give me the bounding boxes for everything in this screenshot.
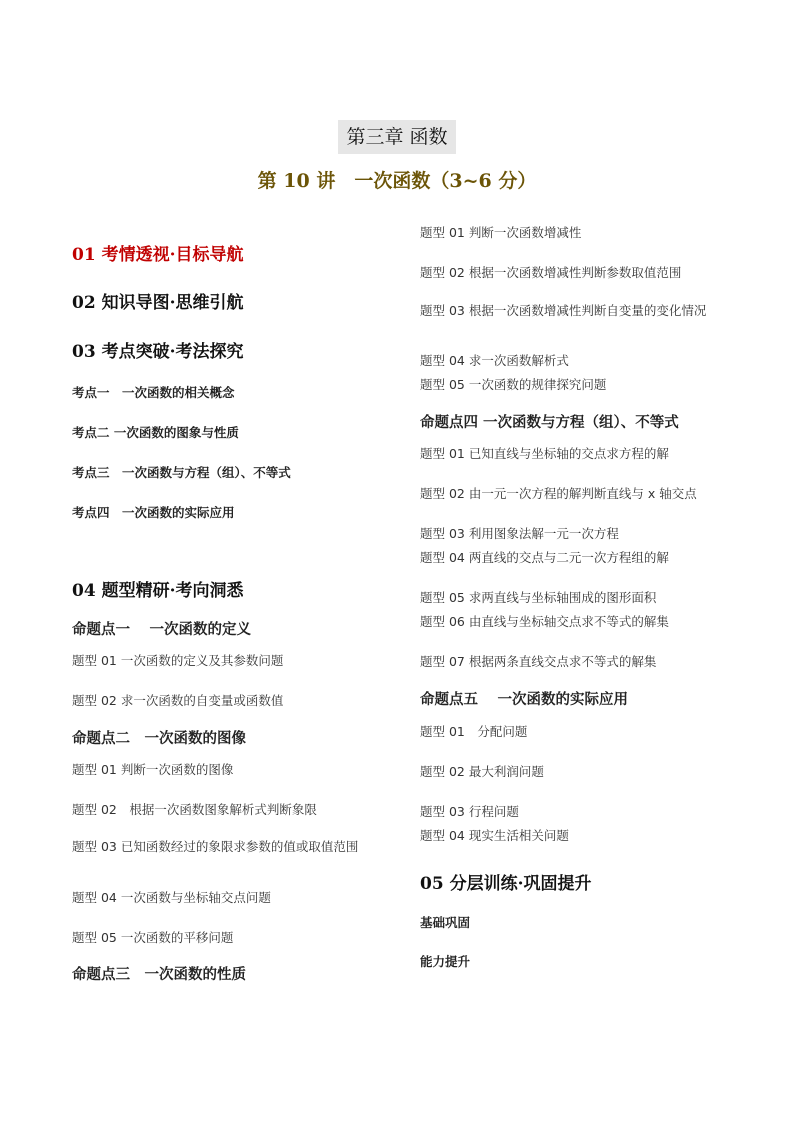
- toc-tixing[interactable]: 题型 02 求一次函数的自变量或函数值: [72, 693, 284, 708]
- toc-mingti-5[interactable]: 命题点五 一次函数的实际应用: [420, 691, 629, 708]
- toc-kaodian-1[interactable]: 考点一 一次函数的相关概念: [72, 385, 235, 400]
- toc-tixing[interactable]: 题型 01 已知直线与坐标轴的交点求方程的解: [420, 446, 669, 461]
- toc-tixing[interactable]: 题型 03 行程问题: [420, 804, 519, 819]
- toc-tixing[interactable]: 题型 04 一次函数与坐标轴交点问题: [72, 890, 271, 905]
- toc-section-03[interactable]: 03 考点突破·考法探究: [72, 342, 244, 362]
- toc-tixing[interactable]: 题型 05 求两直线与坐标轴围成的图形面积: [420, 590, 657, 605]
- toc-tixing[interactable]: 题型 03 利用图象法解一元一次方程: [420, 526, 619, 541]
- toc-tixing[interactable]: 题型 01 一次函数的定义及其参数问题: [72, 653, 284, 668]
- toc-tixing[interactable]: 题型 07 根据两条直线交点求不等式的解集: [420, 654, 657, 669]
- toc-kaodian-2[interactable]: 考点二 一次函数的图象与性质: [72, 425, 239, 440]
- toc-level-advanced[interactable]: 能力提升: [420, 954, 471, 969]
- toc-tixing[interactable]: 题型 04 现实生活相关问题: [420, 828, 569, 843]
- toc-section-02[interactable]: 02 知识导图·思维引航: [72, 293, 244, 313]
- toc-tixing[interactable]: 题型 03 根据一次函数增减性判断自变量的变化情况: [420, 303, 707, 318]
- toc-section-05[interactable]: 05 分层训练·巩固提升: [420, 874, 592, 894]
- toc-section-04[interactable]: 04 题型精研·考向洞悉: [72, 581, 244, 601]
- toc-mingti-1[interactable]: 命题点一 一次函数的定义: [72, 621, 252, 638]
- toc-tixing[interactable]: 题型 05 一次函数的规律探究问题: [420, 377, 607, 392]
- toc-mingti-3[interactable]: 命题点三 一次函数的性质: [72, 966, 246, 983]
- toc-kaodian-3[interactable]: 考点三 一次函数与方程（组）、不等式: [72, 465, 291, 480]
- toc-tixing[interactable]: 题型 03 已知函数经过的象限求参数的值或取值范围: [72, 839, 359, 854]
- toc-tixing[interactable]: 题型 02 由一元一次方程的解判断直线与 x 轴交点: [420, 486, 697, 501]
- toc-level-basic[interactable]: 基础巩固: [420, 915, 471, 930]
- toc-tixing[interactable]: 题型 06 由直线与坐标轴交点求不等式的解集: [420, 614, 669, 629]
- toc-tixing[interactable]: 题型 02 根据一次函数图象解析式判断象限: [72, 802, 317, 817]
- toc-kaodian-4[interactable]: 考点四 一次函数的实际应用: [72, 505, 235, 520]
- toc-tixing[interactable]: 题型 02 最大利润问题: [420, 764, 544, 779]
- toc-tixing[interactable]: 题型 01 判断一次函数的图像: [72, 762, 234, 777]
- toc-mingti-2[interactable]: 命题点二 一次函数的图像: [72, 730, 246, 747]
- toc-tixing[interactable]: 题型 04 求一次函数解析式: [420, 353, 569, 368]
- toc-tixing[interactable]: 题型 05 一次函数的平移问题: [72, 930, 234, 945]
- toc-mingti-4[interactable]: 命题点四 一次函数与方程（组）、不等式: [420, 414, 679, 431]
- lecture-title: 第 10 讲 一次函数（3~6 分）: [257, 170, 537, 192]
- toc-tixing[interactable]: 题型 02 根据一次函数增减性判断参数取值范围: [420, 265, 682, 280]
- toc-section-01[interactable]: 01 考情透视·目标导航: [72, 245, 244, 265]
- toc-tixing[interactable]: 题型 01 判断一次函数增减性: [420, 225, 582, 240]
- toc-tixing[interactable]: 题型 04 两直线的交点与二元一次方程组的解: [420, 550, 669, 565]
- toc-tixing[interactable]: 题型 01 分配问题: [420, 724, 528, 739]
- chapter-title: 第三章 函数: [338, 120, 456, 154]
